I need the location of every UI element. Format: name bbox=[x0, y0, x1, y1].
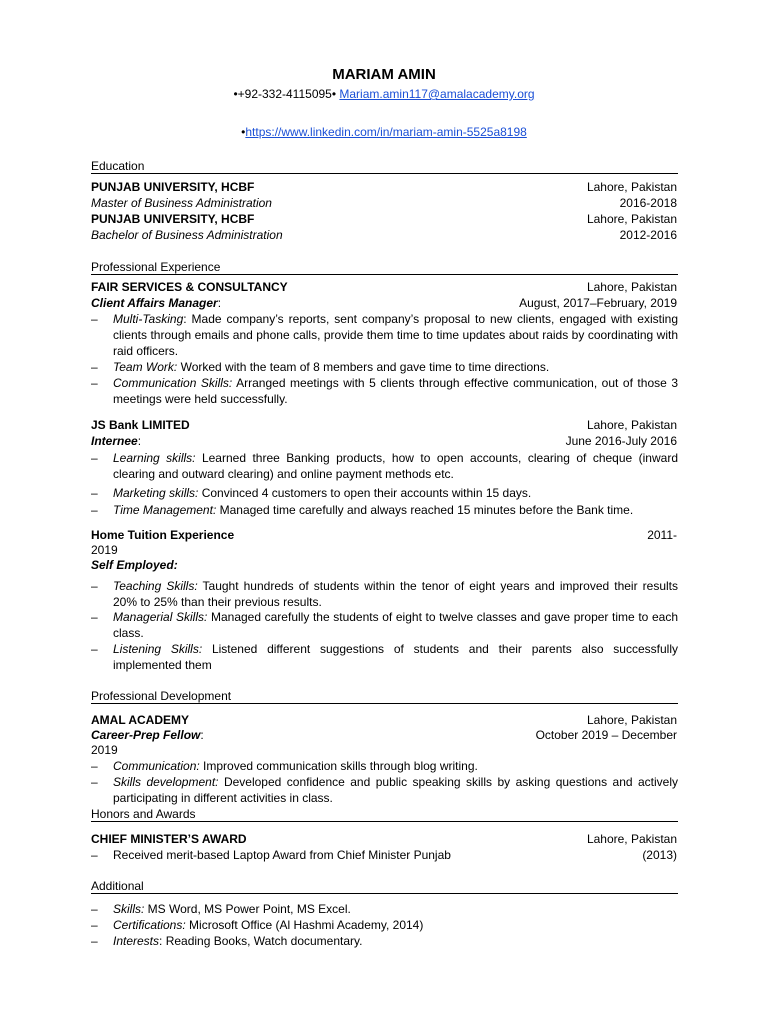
bullet-item: – Teaching Skills: Taught hundreds of students within the tenor of eight years and improved their results 20% to 25% than their previous results. bbox=[91, 579, 678, 609]
award-location: Lahore, Pakistan bbox=[586, 832, 677, 846]
education-degree: Master of Business Administration bbox=[91, 196, 272, 210]
job-location: Lahore, Pakistan bbox=[586, 418, 677, 432]
bullet-item: – Skills: MS Word, MS Power Point, MS Excel. bbox=[91, 902, 351, 916]
section-divider bbox=[91, 821, 678, 822]
job-dates-start: 2011- bbox=[647, 528, 677, 542]
bullet-item: – Managerial Skills: Managed carefully the students of eight to twelve classes and gave proper time to each class. bbox=[91, 610, 678, 640]
bullet-item: – Skills development: Developed confidence and public speaking skills by asking questions and actively participating in different activities in class. bbox=[91, 775, 678, 805]
bullet-item: – Marketing skills: Convinced 4 customers to open their accounts within 15 days. bbox=[91, 486, 532, 500]
development-dates-start: October 2019 – December bbox=[535, 728, 677, 742]
bullet-item: – Time Management: Managed time carefully and always reached 15 minutes before the Bank time. bbox=[91, 503, 634, 517]
section-heading-honors: Honors and Awards bbox=[91, 807, 196, 821]
linkedin-bullet: • bbox=[241, 125, 246, 139]
job-dates-end: 2019 bbox=[91, 543, 118, 557]
section-heading-development: Professional Development bbox=[91, 689, 232, 703]
education-degree: Bachelor of Business Administration bbox=[91, 228, 283, 242]
development-role: Career-Prep Fellow: bbox=[91, 728, 204, 742]
education-location: Lahore, Pakistan bbox=[586, 180, 677, 194]
bullet-item: – Learning skills: Learned three Banking products, how to open accounts, clearing of cheque (inward clearing and outward clearing) and online payment methods etc. bbox=[91, 451, 678, 481]
bullet-item: – Team Work: Worked with the team of 8 members and gave time to time directions. bbox=[91, 360, 550, 374]
education-dates: 2016-2018 bbox=[619, 196, 677, 210]
development-dates-end: 2019 bbox=[91, 743, 118, 757]
job-location: Lahore, Pakistan bbox=[586, 280, 677, 294]
award-title: CHIEF MINISTER’S AWARD bbox=[91, 832, 247, 846]
section-divider bbox=[91, 893, 678, 894]
section-heading-additional: Additional bbox=[91, 879, 144, 893]
education-location: Lahore, Pakistan bbox=[586, 212, 677, 226]
education-school: PUNJAB UNIVERSITY, HCBF bbox=[91, 212, 255, 226]
linkedin-link[interactable]: https://www.linkedin.com/in/mariam-amin-5525a8198 bbox=[245, 125, 527, 139]
development-organization: AMAL ACADEMY bbox=[91, 713, 189, 727]
job-organization: FAIR SERVICES & CONSULTANCY bbox=[91, 280, 288, 294]
phone-number: •+92-332-4115095• bbox=[233, 87, 337, 101]
job-role: Self Employed: bbox=[91, 558, 178, 572]
award-year: (2013) bbox=[642, 848, 677, 862]
education-dates: 2012-2016 bbox=[619, 228, 677, 242]
job-role: Client Affairs Manager: bbox=[91, 296, 222, 310]
bullet-item: – Multi-Tasking: Made company’s reports, sent company’s proposal to new clients, engaged with existing clients through emails and phone calls, provide them time to time updates about raids by coordinating with raid officers. bbox=[91, 312, 678, 358]
linkedin-line bbox=[0, 124, 768, 140]
section-divider bbox=[91, 173, 678, 174]
job-dates: August, 2017–February, 2019 bbox=[519, 296, 677, 310]
section-heading-education: Education bbox=[91, 159, 145, 173]
bullet-item: – Interests: Reading Books, Watch documentary. bbox=[91, 934, 363, 948]
email-link[interactable]: Mariam.amin117@amalacademy.org bbox=[339, 87, 535, 101]
bullet-item: – Listening Skills: Listened different suggestions of students and their parents also successfully implemented them bbox=[91, 642, 678, 672]
bullet-item: – Communication Skills: Arranged meetings with 5 clients through effective communication, out of those 3 meetings were held successfully. bbox=[91, 376, 678, 406]
development-location: Lahore, Pakistan bbox=[586, 713, 677, 727]
bullet-item: – Communication: Improved communication skills through blog writing. bbox=[91, 759, 478, 773]
applicant-name: MARIAM AMIN bbox=[332, 66, 436, 83]
job-organization: Home Tuition Experience bbox=[91, 528, 235, 542]
contact-line bbox=[0, 86, 768, 102]
bullet-item: – Received merit-based Laptop Award from Chief Minister Punjab bbox=[91, 848, 451, 862]
bullet-item: – Certifications: Microsoft Office (Al Hashmi Academy, 2014) bbox=[91, 918, 424, 932]
section-heading-experience: Professional Experience bbox=[91, 260, 221, 274]
job-role: Internee: bbox=[91, 434, 142, 448]
education-school: PUNJAB UNIVERSITY, HCBF bbox=[91, 180, 255, 194]
section-divider bbox=[91, 703, 678, 704]
job-organization: JS Bank LIMITED bbox=[91, 418, 190, 432]
job-dates: June 2016-July 2016 bbox=[565, 434, 677, 448]
section-divider bbox=[91, 274, 678, 275]
